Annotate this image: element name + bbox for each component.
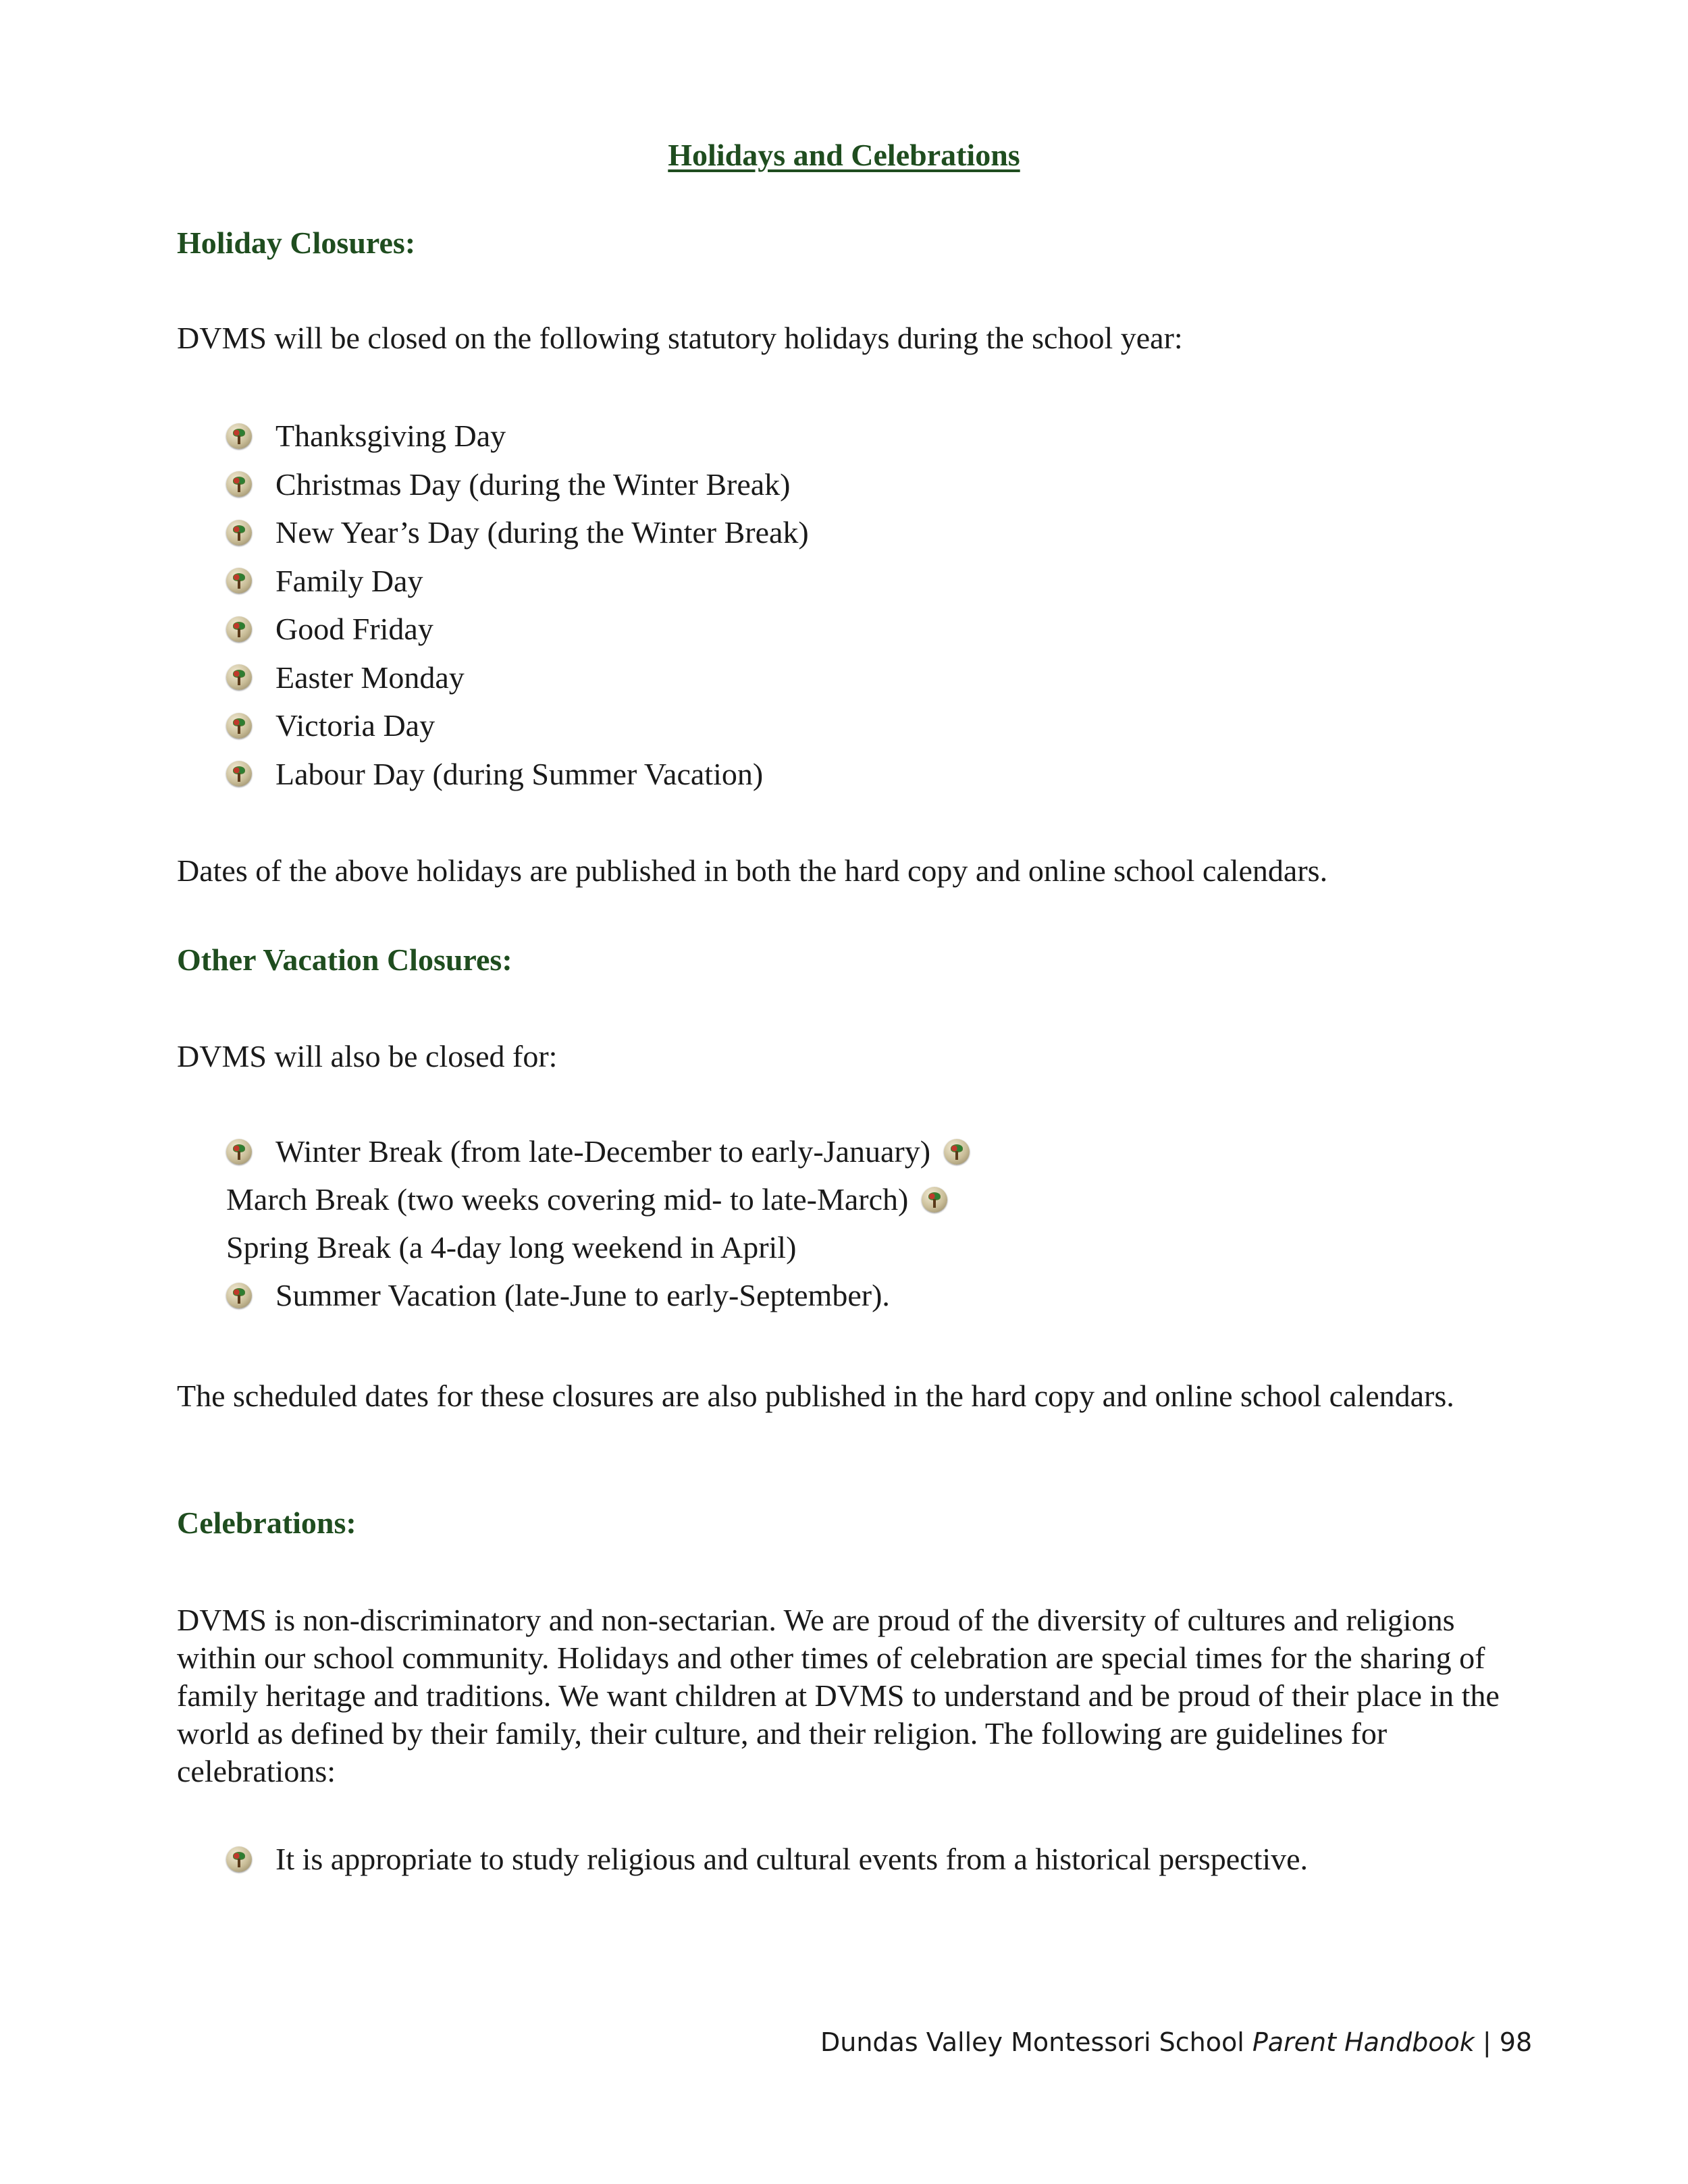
list-item-text: Easter Monday [275,660,465,695]
list-item [226,1835,1308,1884]
tree-globe-bullet-icon [226,568,252,593]
celebrations-list [226,1835,1308,1884]
list-item-text: Summer Vacation (late-June to early-September). [275,1278,890,1312]
list-item [226,701,809,750]
list-item-text: Labour Day (during Summer Vacation) [275,756,764,791]
list-item [226,1175,947,1224]
tree-globe-bullet-icon [226,1846,252,1872]
list-item [226,605,809,654]
tree-globe-bullet-icon [226,423,252,449]
page-footer [820,2025,1532,2059]
list-item-text: New Year’s Day (during the Winter Break) [275,515,809,550]
list-item [226,654,809,702]
list-item-text: Victoria Day [275,708,436,743]
other-closures-intro: DVMS will also be closed for: [177,1039,558,1073]
footer-handbook: Parent Handbook [1252,2027,1475,2057]
tree-globe-bullet-icon [944,1139,970,1165]
tree-globe-bullet-icon [226,616,252,642]
list-item-text: Winter Break (from late-December to early-January) [275,1134,931,1169]
list-item [226,412,809,460]
other-closures-heading: Other Vacation Closures: [177,942,512,977]
list-item [226,1271,890,1320]
list-item-text: Spring Break (a 4-day long weekend in April) [226,1230,797,1264]
list-item-text: It is appropriate to study religious and cultural events from a historical perspective. [275,1842,1309,1877]
list-item [226,460,809,509]
tree-globe-bullet-icon [922,1187,947,1213]
list-item-text: Family Day [275,563,423,598]
tree-globe-bullet-icon [226,1139,252,1165]
tree-globe-bullet-icon [226,471,252,497]
list-item [226,1127,970,1176]
footer-school: Dundas Valley Montessori School [820,2027,1252,2057]
list-item [226,557,809,606]
list-item [226,1223,796,1272]
tree-globe-bullet-icon [226,520,252,545]
page-number: 98 [1499,2027,1533,2057]
list-item-text: March Break (two weeks covering mid- to late-March) [226,1182,909,1217]
list-item [226,508,809,557]
celebrations-paragraph: DVMS is non-discriminatory and non-sectarian. We are proud of the diversity of cultures and religions within our school community. Holidays and other times of celebration are special times for the sharing of family heritage and traditions. We want children at DVMS to understand and be proud of their place in the world as defined by their family, their culture, and their religion. The following are guidelines for celebrations: [177,1603,1500,1788]
celebrations-heading: Celebrations: [177,1506,357,1540]
holiday-list [226,412,809,798]
list-item-text: Thanksgiving Day [275,419,506,454]
other-closures-note: The scheduled dates for these closures are also published in the hard copy and online school calendars. [177,1379,1454,1413]
tree-globe-bullet-icon [226,664,252,690]
tree-globe-bullet-icon [226,1283,252,1308]
list-item-text: Good Friday [275,612,433,647]
tree-globe-bullet-icon [226,713,252,739]
page-title: Holidays and Celebrations [668,138,1020,172]
holiday-closures-note: Dates of the above holidays are published in both the hard copy and online school calendars. [177,853,1328,888]
list-item [226,750,809,799]
holiday-closures-heading: Holiday Closures: [177,225,416,260]
list-item-text: Christmas Day (during the Winter Break) [275,467,791,502]
footer-separator: | [1474,2027,1500,2057]
tree-globe-bullet-icon [226,761,252,787]
holiday-closures-intro: DVMS will be closed on the following statutory holidays during the school year: [177,321,1183,355]
